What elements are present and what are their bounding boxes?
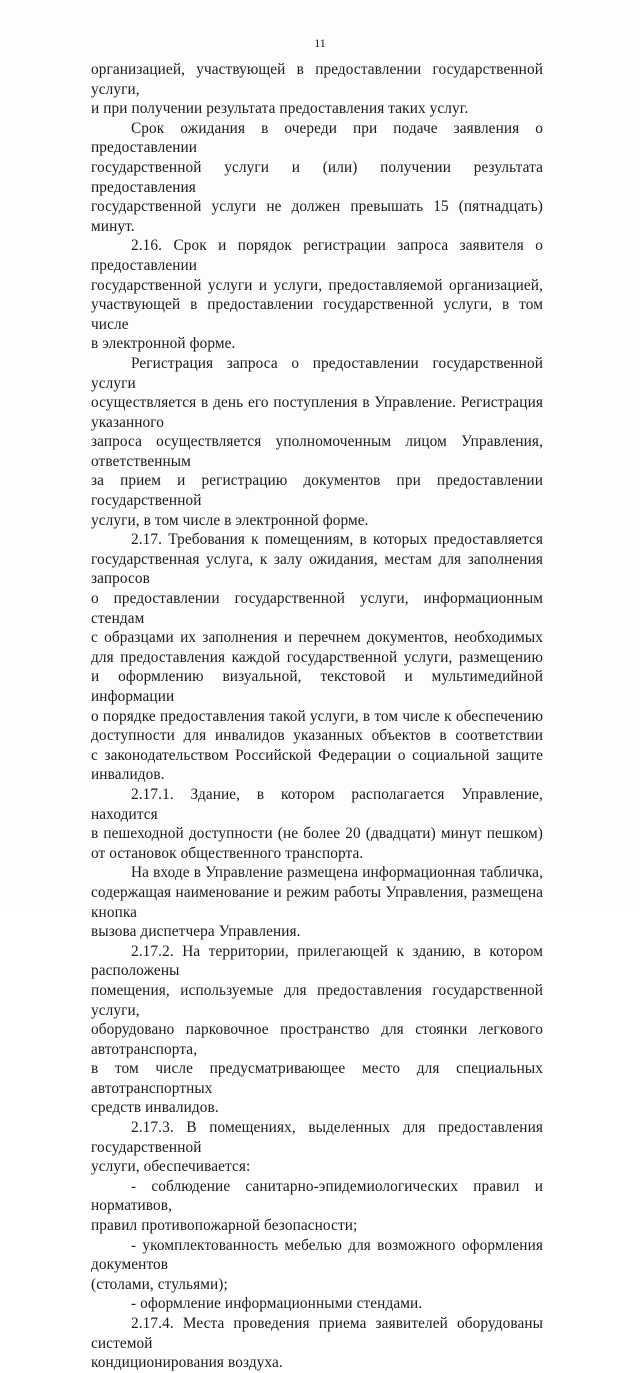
text-line: 2.17.2. На территории, прилегающей к зданию, в котором расположены [91,942,543,980]
text-line: доступности для инвалидов указанных объектов в соответствии [91,727,543,745]
text-line: 2.17.3. В помещениях, выделенных для предоставления государственной [91,1119,543,1156]
text-line: (столами, стульями); [91,1275,228,1293]
text-line: оборудовано парковочное пространство для стоянки легкового автотранспорта, [91,1021,543,1058]
text-line: содержащая наименование и режим работы Управления, размещена кнопка [91,883,543,921]
text-line: 2.16. Срок и порядок регистрации запроса заявителя о предоставлении [91,237,543,274]
text-line: На входе в Управление размещена информационная табличка, [131,864,543,882]
text-line: организацией, участвующей в предоставлении государственной услуги, [91,61,543,98]
text-line: за прием и регистрацию документов при предоставлении государственной [91,472,543,510]
text-line: - оформление информационными стендами. [131,1295,423,1313]
text-line: в том числе предусматривающее место для специальных автотранспортных [91,1060,543,1097]
text-line: услуги, обеспечивается: [91,1158,251,1176]
text-line: государственной услуги и услуги, предоставляемой организацией, [91,276,543,294]
text-line: правил противопожарной безопасности; [91,1217,358,1235]
text-line: запроса осуществляется уполномоченным лицом Управления, ответственным [91,433,543,470]
text-line: государственная услуга, к залу ожидания, местам для заполнения запросов [91,550,543,588]
text-line: услуги, в том числе в электронной форме. [91,511,369,529]
text-line: о предоставлении государственной услуги, информационным стендам [91,590,543,627]
text-line: государственной услуги не должен превышать 15 (пятнадцать) минут. [91,198,543,235]
text-line: Регистрация запроса о предоставлении государственной услуги [91,354,543,392]
text-line: вызова диспетчера Управления. [91,923,301,941]
text-line: 2.17.4. Места проведения приема заявителей оборудованы системой [91,1315,543,1352]
text-line: 2.17. Требования к помещениям, в которых предоставляется [131,531,543,549]
text-line: в электронной форме. [91,335,236,353]
text-line: - укомплектованность мебелью для возможного оформления документов [91,1236,543,1274]
text-line: с законодательством Российской Федерации о социальной защите инвалидов. [91,746,543,784]
text-line: средств инвалидов. [91,1099,219,1117]
text-line: участвующей в предоставлении государственной услуги, в том числе [91,296,543,333]
text-line: помещения, используемые для предоставления государственной услуги, [91,981,543,1019]
text-line: - соблюдение санитарно-эпидемиологических правил и нормативов, [91,1177,543,1215]
text-line: и оформлению визуальной, текстовой и мультимедийной информации [91,668,543,705]
text-line: Срок ожидания в очереди при подаче заявления о предоставлении [91,119,543,157]
text-line: государственной услуги и (или) получении результата предоставления [91,158,543,196]
text-line: и при получении результата предоставления таких услуг. [91,100,469,118]
text-line: кондиционирования воздуха. [91,1354,283,1372]
text-line: осуществляется в день его поступления в Управление. Регистрация указанного [91,394,543,431]
text-line: в пешеходной доступности (не более 20 (двадцати) минут пешком) [91,825,543,843]
text-line: о порядке предоставления такой услуги, в том числе к обеспечению [91,707,543,725]
document-body [91,60,543,1373]
text-line: от остановок общественного транспорта. [91,844,364,862]
text-line: с образцами их заполнения и перечнем документов, необходимых [91,629,543,647]
page-number: 11 [314,36,326,50]
text-line: для предоставления каждой государственной услуги, размещению [91,648,543,666]
text-line: 2.17.1. Здание, в котором располагается Управление, находится [91,785,543,823]
